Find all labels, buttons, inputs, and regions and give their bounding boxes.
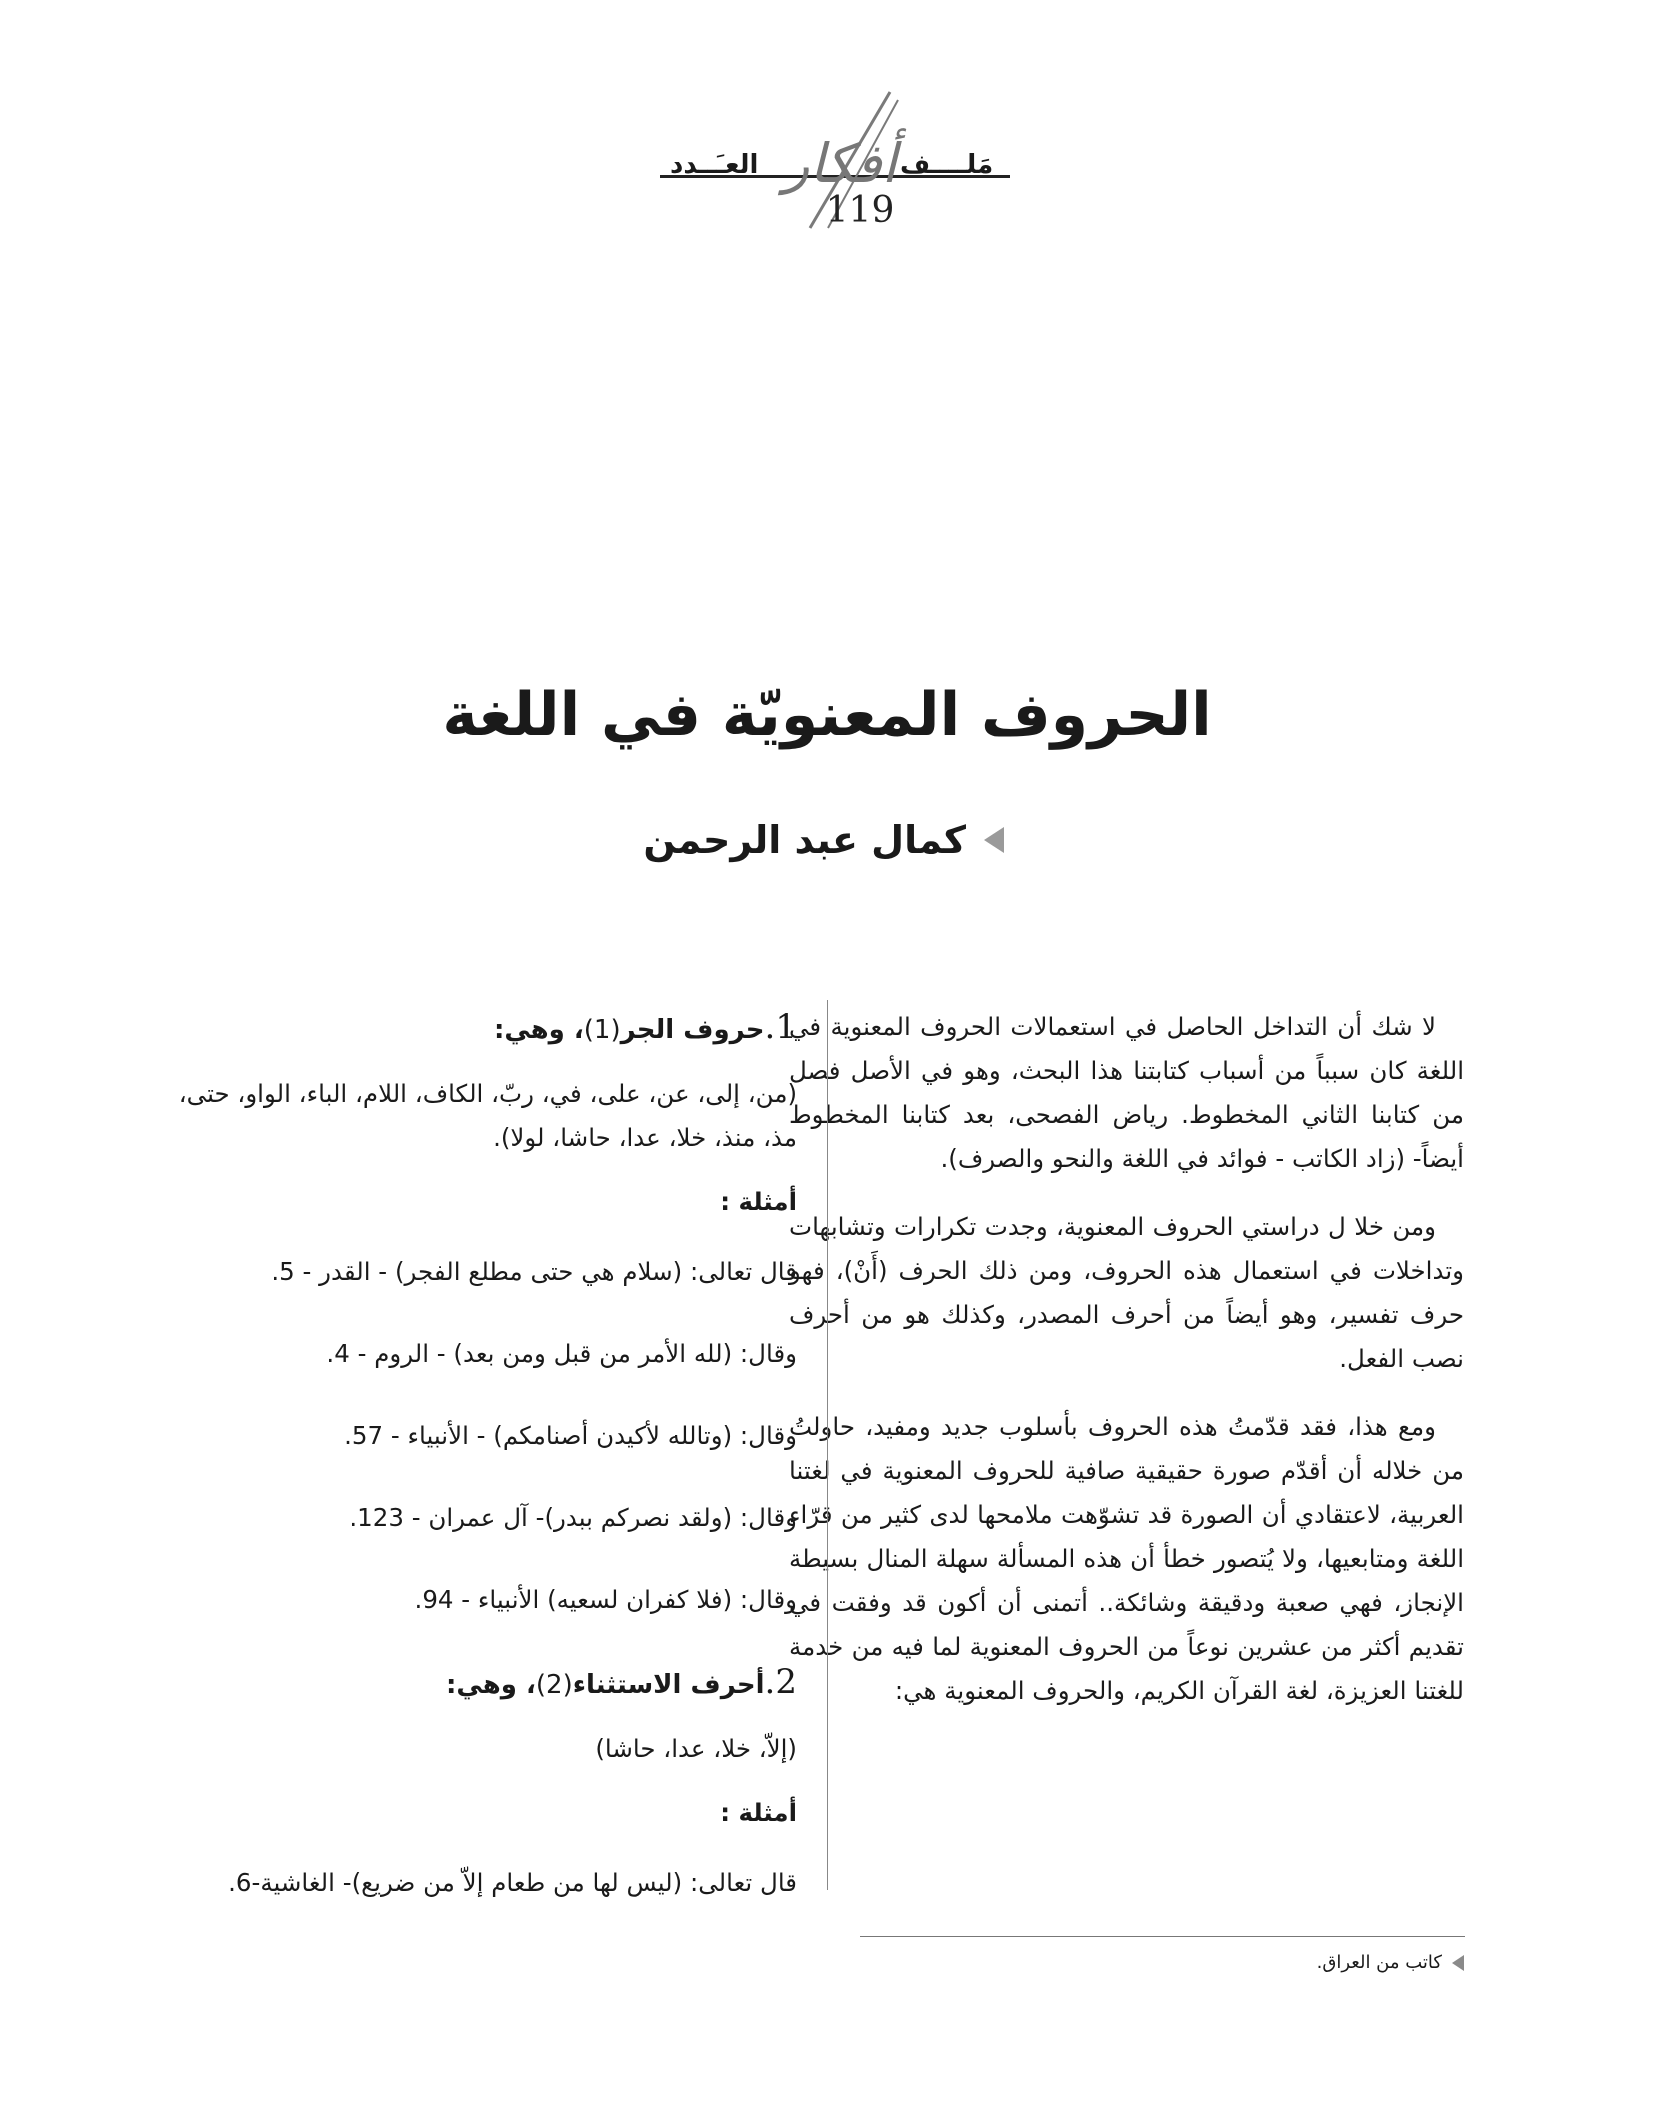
- logo-text: أفكار: [783, 132, 897, 195]
- article-title: الحروف المعنويّة في اللغة: [442, 680, 1212, 750]
- letters-list: (إلاّ، خلا، عدا، حاشا): [595, 1734, 797, 1763]
- intro-paragraph: ومع هذا، فقد قدّمتُ هذه الحروف بأسلوب جديد ومفيد، حاولتُ من خلاله أن أقدّم صورة حقيقية صافية للحروف المعنوية في لغتنا العربية، لاعتقادي أن الصورة قد تشوّهت ملامحها لدى كثير من قرّاء اللغة ومتابعيها، ولا يُتصور خطأ أن هذه المسألة سهلة المنال بسيطة الإنجاز، فهي صعبة ودقيقة وشائكة.. أتمنى أن أكون قد وفقت في تقديم أكثر من عشرين نوعاً من الحروف المعنوية لما فيه من خدمة للغتنا العزيزة، لغة القرآن الكريم، والحروف المعنوية هي:: [789, 1412, 1464, 1705]
- sections-column: [177, 1005, 797, 1943]
- intro-paragraph: ومن خلا ل دراستي الحروف المعنوية، وجدت تكرارات وتشابهات وتداخلات في استعمال هذه الحروف، ومن ذلك الحرف (أَنْ)، فهو حرف تفسير، وهو أيضاً من أحرف المصدر، وكذلك هو من أحرف نصب الفعل.: [789, 1212, 1464, 1373]
- triangle-marker-icon: [984, 827, 1004, 853]
- intro-paragraph: لا شك أن التداخل الحاصل في استعمالات الحروف المعنوية في اللغة كان سبباً من أسباب كتابتنا هذا البحث، وهو في الأصل فصل من كتابنا الثاني المخطوط. رياض الفصحى، بعد كتابنا المخطوط أيضاً- (زاد الكاتب - فوائد في اللغة والنحو والصرف).: [789, 1012, 1464, 1173]
- section-heading: [177, 1005, 797, 1052]
- example-line: وقال: (فلا كفران لسعيه) الأنبياء - 94.: [414, 1585, 797, 1614]
- page-header: [660, 90, 1020, 240]
- issue-label: العـَــدد: [670, 150, 759, 180]
- letters-list: (من، إلى، عن، على، في، ربّ، الكاف، اللام، الباء، الواو، حتى، مذ، منذ، خلا، عدا، حاشا، لولا).: [178, 1079, 797, 1152]
- section-suffix: ، وهي:: [446, 1670, 536, 1700]
- author-line: [643, 818, 1004, 862]
- footnote-rule: [860, 1936, 1465, 1937]
- page-number: 119: [825, 190, 895, 231]
- example-line: قال تعالى: (سلام هي حتى مطلع الفجر) - القدر - 5.: [271, 1257, 797, 1286]
- column-divider: [827, 1000, 828, 1890]
- author-name: كمال عبد الرحمن: [643, 818, 966, 862]
- footnote: [1317, 1952, 1464, 1973]
- example-line: وقال: (لله الأمر من قبل ومن بعد) - الروم - 4.: [326, 1339, 797, 1368]
- example-line: وقال: (وتالله لأكيدن أصنامكم) - الأنبياء - 57.: [344, 1421, 797, 1450]
- section-title: أحرف الاستثناء: [572, 1670, 765, 1700]
- footnote-text: كاتب من العراق.: [1316, 1952, 1442, 1973]
- triangle-marker-icon: [1452, 1955, 1464, 1971]
- example-line: قال تعالى: (ليس لها من طعام إلاّ من ضريع)- الغاشية-6.: [228, 1868, 797, 1897]
- footnote-ref: (2): [535, 1670, 573, 1700]
- examples-label: أمثلة :: [720, 1798, 797, 1827]
- footnote-ref: (1): [583, 1015, 621, 1045]
- section-label: مَلــــف: [900, 150, 994, 180]
- section-title: حروف الجر: [620, 1015, 765, 1045]
- examples-label: أمثلة :: [720, 1187, 797, 1216]
- section-heading: [177, 1660, 797, 1707]
- intro-column: [789, 1005, 1464, 1737]
- section-suffix: ، وهي:: [493, 1015, 584, 1045]
- section-number: 2.: [764, 1662, 797, 1702]
- section-number: 1.: [764, 1007, 797, 1047]
- example-line: وقال: (ولقد نصركم ببدر)- آل عمران - 123.: [349, 1503, 797, 1532]
